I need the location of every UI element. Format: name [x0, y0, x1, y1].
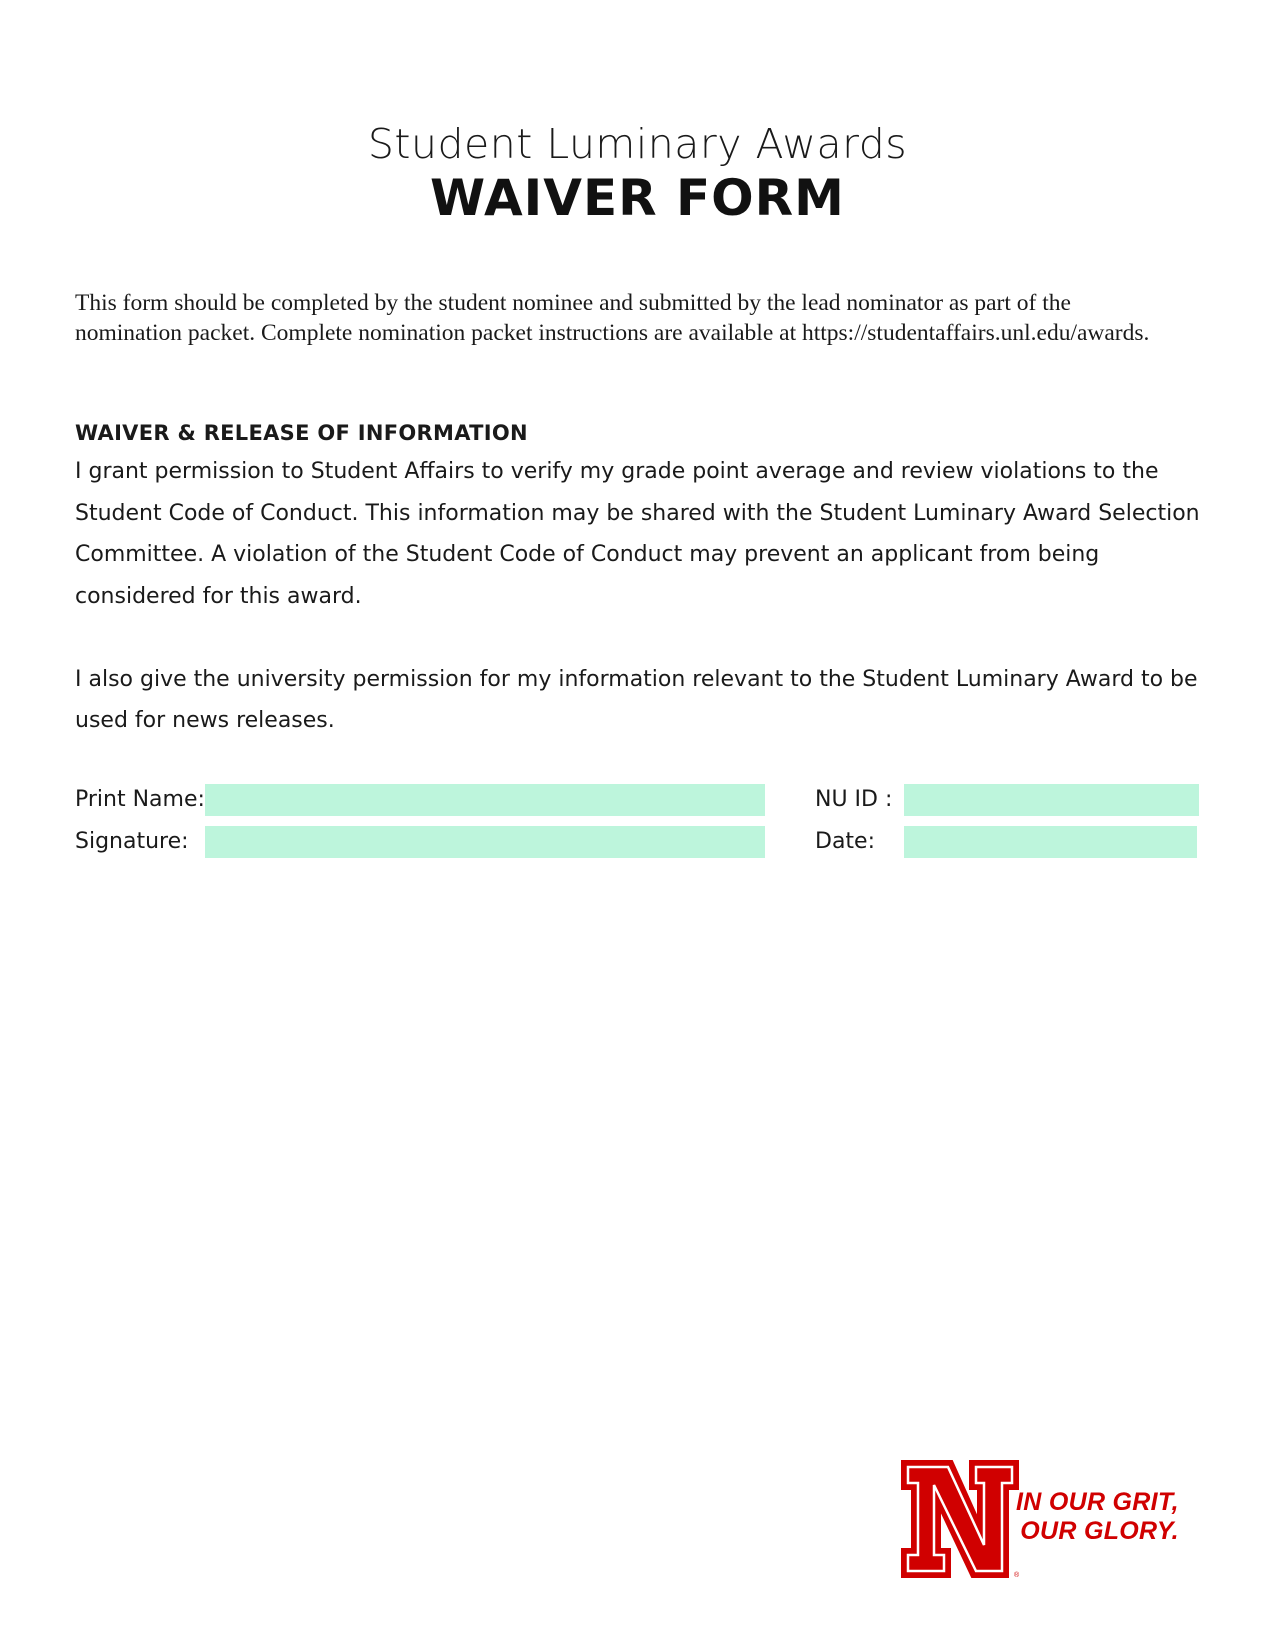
- waiver-heading: WAIVER & RELEASE OF INFORMATION: [75, 421, 528, 445]
- signature-field[interactable]: [205, 826, 765, 858]
- nu-id-field[interactable]: [904, 784, 1199, 816]
- form-subtitle: Student Luminary Awards: [367, 120, 908, 168]
- intro-text: [75, 288, 1215, 348]
- print-name-field[interactable]: [205, 784, 765, 816]
- print-name-label: Print Name:: [75, 787, 205, 812]
- waiver-section: [75, 415, 1215, 742]
- waiver-paragraph-1: I grant permission to Student Affairs to verify my grade point average and review violations to the Student Code of Conduct. This information may be shared with the Student Luminary Award Selection Committee. A violation of the Student Code of Conduct may prevent an applicant from being considered for this award.: [75, 459, 1200, 609]
- signature-label: Signature:: [75, 829, 189, 854]
- tagline-line-1: IN OUR GRIT,: [1016, 1488, 1179, 1516]
- waiver-paragraph-2: I also give the university permission for my information relevant to the Student Luminary Award to be used for news releases.: [75, 666, 1198, 733]
- form-title: WAIVER FORM: [430, 169, 845, 227]
- nu-id-label: NU ID :: [815, 787, 893, 812]
- svg-text:®: ®: [1014, 1572, 1020, 1579]
- brand-tagline: [1016, 1488, 1179, 1546]
- form-header: [0, 120, 1275, 228]
- intro-line-2: nomination packet. Complete nomination packet instructions are available at https://studentaffairs.unl.edu/awards.: [75, 320, 1150, 346]
- nebraska-n-logo-icon: [900, 1459, 1020, 1579]
- date-label: Date:: [815, 829, 875, 854]
- date-field[interactable]: [904, 826, 1197, 858]
- intro-line-1: This form should be completed by the student nominee and submitted by the lead nominator as part of the: [75, 290, 1071, 316]
- tagline-line-2: OUR GLORY.: [1020, 1517, 1179, 1545]
